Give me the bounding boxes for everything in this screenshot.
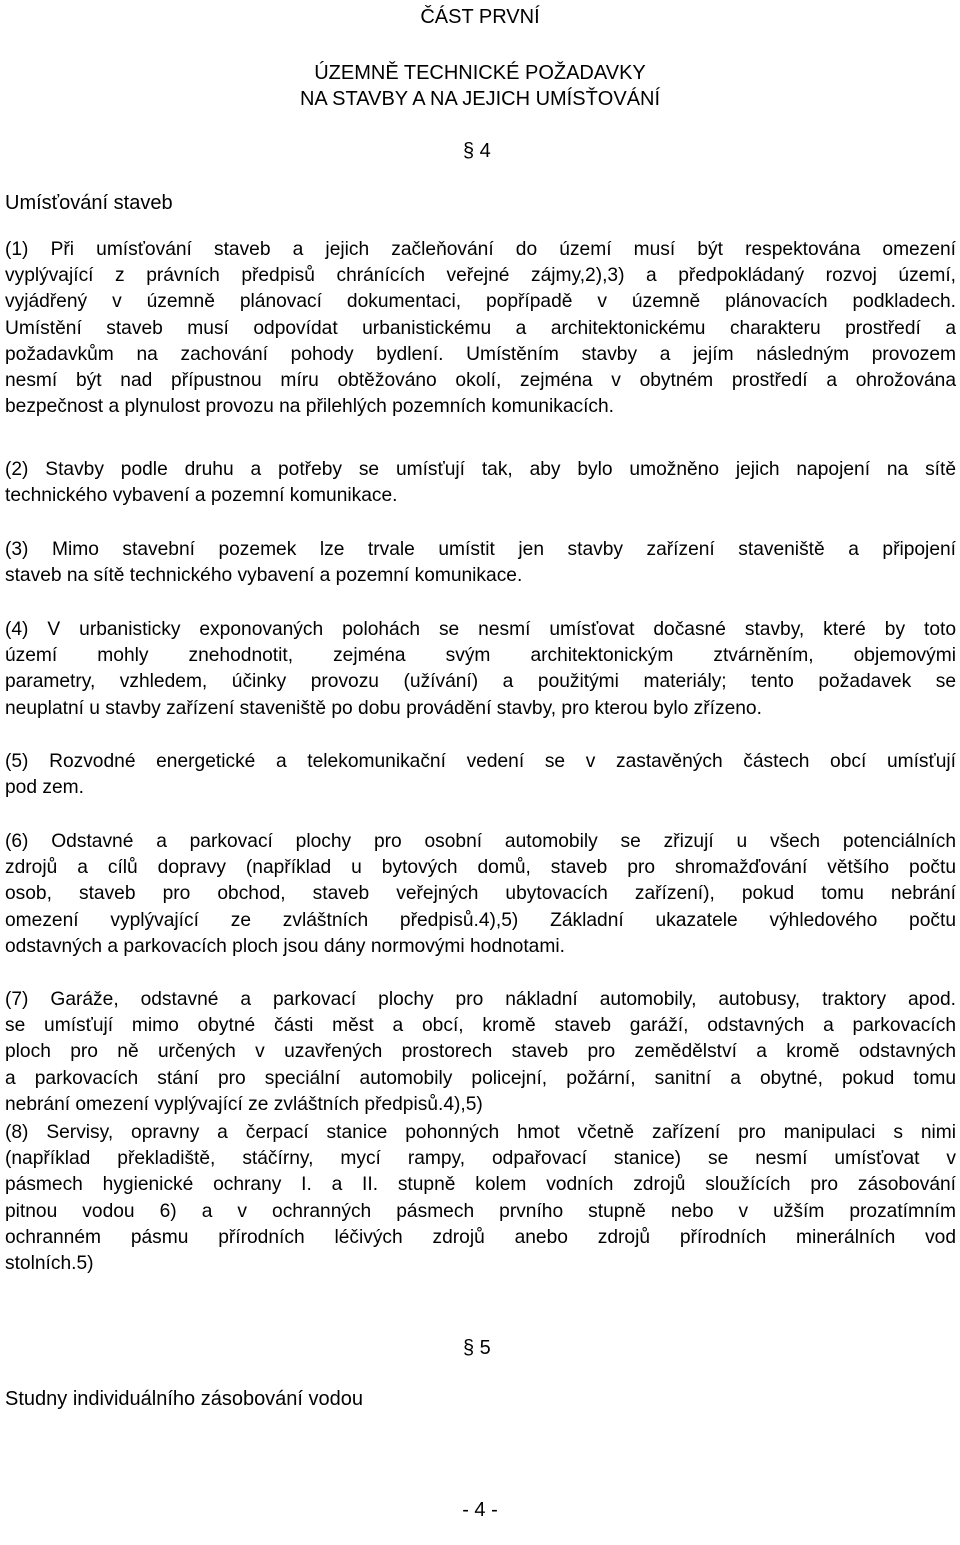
chapter-title-line-2: NA STAVBY A NA JEJICH UMÍSŤOVÁNÍ	[299, 88, 661, 110]
paragraph-line: a parkovacích stání pro speciální automobily policejní, požární, sanitní a obytné, pokud tomu	[5, 1067, 956, 1089]
paragraph-line: (2) Stavby podle druhu a potřeby se umísťují tak, aby bylo umožněno jejich napojení na sítě	[5, 459, 956, 480]
paragraph-line: staveb na sítě technického vybavení a pozemní komunikace.	[5, 565, 523, 587]
paragraph-6	[5, 829, 956, 960]
section-4-title: Umísťování staveb	[5, 192, 173, 214]
paragraph-4	[5, 617, 956, 722]
paragraph-1	[5, 237, 956, 420]
paragraph-line: území mohly znehodnotit, zejména svým architektonickým ztvárněním, objemovými	[5, 645, 956, 667]
paragraph-line: bezpečnost a plynulost provozu na přilehlých pozemních komunikacích.	[5, 396, 615, 418]
paragraph-line: (4) V urbanisticky exponovaných polohách se nesmí umísťovat dočasné stavby, které by toto	[5, 619, 956, 640]
paragraph-8	[5, 1120, 956, 1277]
paragraph-2	[5, 457, 956, 509]
paragraph-line: Umístění staveb musí odpovídat urbanistickému a architektonickému charakteru prostředí a	[5, 317, 956, 339]
section-5-mark: § 5	[463, 1337, 491, 1359]
paragraph-line: požadavkům na zachování pohody bydlení. Umístěním stavby a jejím následným provozem	[5, 343, 956, 365]
section-5-title: Studny individuálního zásobování vodou	[5, 1388, 364, 1410]
paragraph-line: ploch pro ně určených v uzavřených prostorech staveb pro zemědělství a kromě odstavných	[5, 1041, 956, 1063]
paragraph-line: (například překladiště, stáčírny, mycí rampy, odpařovací stanice) se nesmí umísťovat v	[5, 1148, 956, 1170]
paragraph-line: neuplatní u stavby zařízení staveniště po dobu provádění stavby, pro kterou bylo zřízeno.	[5, 697, 762, 719]
paragraph-line: odstavných a parkovacích ploch jsou dány normovými hodnotami.	[5, 935, 565, 957]
paragraph-line: ochranném pásmu přírodních léčivých zdrojů anebo zdrojů přírodních minerálních vod	[5, 1226, 956, 1248]
paragraph-line: technického vybavení a pozemní komunikace.	[5, 485, 398, 507]
paragraph-line: (7) Garáže, odstavné a parkovací plochy pro nákladní automobily, autobusy, traktory apod.	[5, 989, 956, 1010]
section-4-mark: § 4	[463, 140, 491, 162]
part-heading: ČÁST PRVNÍ	[420, 6, 540, 28]
paragraph-line: (6) Odstavné a parkovací plochy pro osobní automobily se zřizují u všech potenciálních	[5, 831, 956, 852]
page-number: - 4 -	[462, 1499, 498, 1521]
paragraph-line: omezení vyplývající ze zvláštních předpisů.4),5) Základní ukazatele výhledového počtu	[5, 909, 956, 931]
paragraph-line: nesmí být nad přípustnou míru obtěžováno okolí, zejména v obytném prostředí a ohrožována	[5, 370, 956, 392]
paragraph-line: (8) Servisy, opravny a čerpací stanice pohonných hmot včetně zařízení pro manipulaci s nimi	[5, 1122, 956, 1143]
paragraph-line: vyplývající z právních předpisů chránících veřejné zájmy,2),3) a předpokládaný rozvoj území,	[5, 265, 956, 287]
paragraph-line: parametry, vzhledem, účinky provozu (užívání) a použitými materiály; tento požadavek se	[5, 671, 956, 693]
paragraph-line: (3) Mimo stavební pozemek lze trvale umístit jen stavby zařízení staveniště a připojení	[5, 539, 956, 560]
paragraph-line: osob, staveb pro obchod, staveb veřejných ubytovacích zařízení), pokud tomu nebrání	[5, 883, 956, 905]
paragraph-line: (5) Rozvodné energetické a telekomunikační vedení se v zastavěných částech obcí umísťují	[5, 751, 956, 772]
paragraph-line: se umísťují mimo obytné části měst a obcí, kromě staveb garáží, odstavných a parkovacích	[5, 1015, 956, 1037]
paragraph-5	[5, 749, 956, 801]
chapter-title	[0, 60, 960, 112]
paragraph-line: pitnou vodou 6) a v ochranných pásmech prvního stupně nebo v užším prozatímním	[5, 1200, 956, 1222]
chapter-title-line-1: ÚZEMNĚ TECHNICKÉ POŽADAVKY	[314, 62, 646, 84]
paragraph-line: (1) Při umísťování staveb a jejich začleňování do území musí být respektována omezení	[5, 239, 956, 260]
paragraph-line: zdrojů a cílů dopravy (například u bytových domů, staveb pro shromažďování většího počtu	[5, 857, 956, 879]
paragraph-line: stolních.5)	[5, 1253, 94, 1275]
paragraph-line: vyjádřený v územně plánovací dokumentaci, popřípadě v územně plánovacích podkladech.	[5, 291, 956, 313]
paragraph-line: nebrání omezení vyplývající ze zvláštních předpisů.4),5)	[5, 1093, 483, 1115]
paragraph-3	[5, 537, 956, 589]
paragraph-line: pod zem.	[5, 777, 84, 799]
paragraph-7	[5, 987, 956, 1118]
paragraph-line: pásmech hygienické ochrany I. a II. stupně kolem vodních zdrojů sloužících pro zásobování	[5, 1174, 956, 1196]
